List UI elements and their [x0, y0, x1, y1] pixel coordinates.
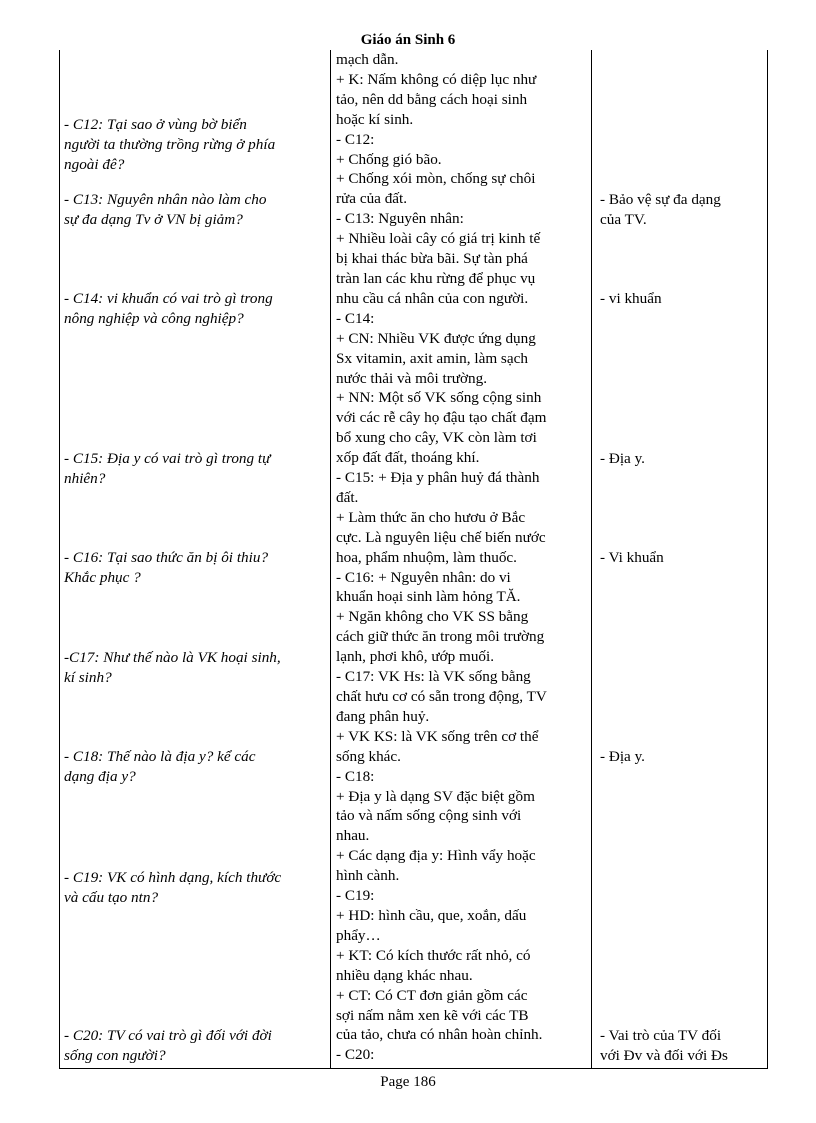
lesson-table — [59, 50, 768, 1069]
answer-line: khuẩn hoại sinh làm hỏng TĂ. — [336, 588, 521, 606]
answer-line: + Chống gió bão. — [336, 150, 442, 168]
answer-line: nhau. — [336, 827, 370, 845]
answer-line: - C13: Nguyên nhân: — [336, 210, 464, 228]
answer-line: nhiều dạng khác nhau. — [336, 966, 473, 984]
answer-line: của tảo, chưa có nhân hoàn chỉnh. — [336, 1026, 543, 1044]
question-line: - C16: Tại sao thức ăn bị ôi thiu? — [64, 549, 269, 566]
answer-line: cực. Là nguyên liệu chế biến nước — [336, 528, 546, 546]
note-biodiversity — [600, 190, 762, 230]
answer-line: bị khai thác bừa bãi. Sự tàn phá — [336, 250, 528, 268]
note-bacteria — [600, 289, 762, 309]
answer-line: nhu cầu cá nhân của con người. — [336, 289, 529, 307]
answer-line: sống khác. — [336, 747, 401, 765]
note-line: của TV. — [600, 210, 647, 228]
answer-line: tảo, nên dd bằng cách hoại sinh — [336, 90, 528, 108]
answer-line: + NN: Một số VK sống cộng sinh — [336, 389, 542, 407]
question-line: ngoài đê? — [64, 155, 125, 173]
answer-line: cách giữ thức ăn trong môi trường — [336, 628, 545, 646]
answer-line: với các rễ cây họ đậu tạo chất đạm — [336, 409, 547, 427]
answer-line: mạch dẫn. — [336, 51, 399, 68]
note-lichen-2 — [600, 747, 762, 767]
answer-line: - C18: — [336, 767, 375, 785]
question-line: nông nghiệp và công nghiệp? — [64, 309, 244, 327]
answer-line: - C12: — [336, 130, 375, 148]
answer-line: + Làm thức ăn cho hươu ở Bắc — [336, 508, 526, 526]
answer-line: - C14: — [336, 309, 375, 327]
note-line: - Vai trò của TV đối — [600, 1027, 722, 1044]
notes-column — [592, 50, 767, 1068]
question-line: người ta thường trồng rừng ở phía — [64, 135, 276, 153]
question-line: - C18: Thế nào là địa y? kể các — [64, 748, 256, 765]
question-line: - C12: Tại sao ở vùng bờ biển — [64, 116, 247, 133]
note-bacteria-2 — [600, 548, 762, 568]
note-plant-role — [600, 1026, 762, 1066]
question-line: - C14: vi khuẩn có vai trò gì trong — [64, 290, 273, 307]
questions-column — [60, 50, 331, 1068]
question-c12 — [64, 115, 326, 175]
question-line: kí sinh? — [64, 668, 112, 686]
question-line: - C13: Nguyên nhân nào làm cho — [64, 191, 267, 208]
answer-line: hình cành. — [336, 867, 400, 885]
answer-line: lạnh, phơi khô, ướp muối. — [336, 648, 495, 666]
answer-line: + CT: Có CT đơn giản gồm các — [336, 986, 528, 1004]
answer-line: tràn lan các khu rừng để phục vụ — [336, 269, 536, 287]
answer-line: tảo và nấm sống cộng sinh với — [336, 807, 522, 825]
answer-line: + Ngăn không cho VK SS bằng — [336, 608, 529, 626]
answer-line: + VK KS: là VK sống trên cơ thể — [336, 727, 539, 745]
question-line: - C15: Địa y có vai trò gì trong tự — [64, 450, 271, 467]
question-c20 — [64, 1026, 326, 1066]
answer-line: hoa, phẩm nhuộm, làm thuốc. — [336, 548, 517, 566]
answer-line: - C17: VK Hs: là VK sống bằng — [336, 668, 531, 686]
question-line: sống con người? — [64, 1046, 166, 1064]
question-c16 — [64, 548, 326, 588]
answer-line: - C19: — [336, 887, 375, 905]
answer-line: phẩy… — [336, 926, 381, 944]
note-line: - Địa y. — [600, 748, 645, 765]
question-line: dạng địa y? — [64, 767, 136, 785]
note-line: - Bảo vệ sự đa dạng — [600, 191, 721, 208]
answer-line: + HD: hình cầu, que, xoắn, dấu — [336, 906, 527, 924]
answer-line: chất hưu cơ có sẵn trong động, TV — [336, 688, 547, 705]
answer-line: nước thải và môi trường. — [336, 369, 488, 387]
question-line: Khắc phục ? — [64, 568, 141, 586]
answers-text — [336, 50, 586, 1065]
answer-line: + CN: Nhiều VK được ứng dụng — [336, 329, 536, 347]
answer-line: + K: Nấm không có diệp lục như — [336, 70, 537, 88]
answer-line: rửa của đất. — [336, 190, 408, 208]
answer-line: + KT: Có kích thước rất nhỏ, có — [336, 946, 531, 964]
note-line: - Vi khuẩn — [600, 549, 664, 566]
answer-line: + Địa y là dạng SV đặc biệt gồm — [336, 787, 535, 805]
answer-line: - C20: — [336, 1046, 375, 1064]
question-c13 — [64, 190, 326, 230]
answer-line: xốp đất đất, thoáng khí. — [336, 449, 480, 467]
question-c14 — [64, 289, 326, 329]
answer-line: sợi nấm nằm xen kẽ với các TB — [336, 1006, 529, 1024]
answer-line: đất. — [336, 488, 359, 506]
answers-column — [331, 50, 592, 1068]
note-lichen — [600, 449, 762, 469]
question-line: -C17: Như thế nào là VK hoại sinh, — [64, 649, 281, 666]
question-line: và cấu tạo ntn? — [64, 888, 159, 906]
answer-line: + Các dạng địa y: Hình vẩy hoặc — [336, 847, 536, 865]
answer-line: Sx vitamin, axit amin, làm sạch — [336, 349, 528, 367]
page-number: Page 186 — [380, 1074, 436, 1090]
answer-line: + Chống xói mòn, chống sự chôi — [336, 170, 536, 188]
page-header-title: Giáo án Sinh 6 — [360, 32, 456, 48]
question-c17 — [64, 648, 326, 688]
question-line: - C20: TV có vai trò gì đối với đời — [64, 1027, 272, 1044]
question-c19 — [64, 868, 326, 908]
question-c18 — [64, 747, 326, 787]
answer-line: bổ xung cho cây, VK còn làm tơi — [336, 429, 537, 447]
question-line: sự đa dạng Tv ở VN bị giảm? — [64, 210, 243, 228]
note-line: với Đv và đối với Đs — [600, 1046, 728, 1064]
answer-line: - C16: + Nguyên nhân: do vi — [336, 568, 511, 586]
answer-line: + Nhiều loài cây có giá trị kinh tế — [336, 230, 541, 248]
question-line: - C19: VK có hình dạng, kích thước — [64, 869, 282, 886]
answer-line: đang phân huỷ. — [336, 707, 430, 725]
answer-line: hoặc kí sinh. — [336, 110, 414, 128]
question-line: nhiên? — [64, 469, 106, 487]
question-c15 — [64, 449, 326, 489]
note-line: - Địa y. — [600, 450, 645, 467]
note-line: - vi khuẩn — [600, 290, 662, 307]
answer-line: - C15: + Địa y phân huỷ đá thành — [336, 469, 540, 487]
